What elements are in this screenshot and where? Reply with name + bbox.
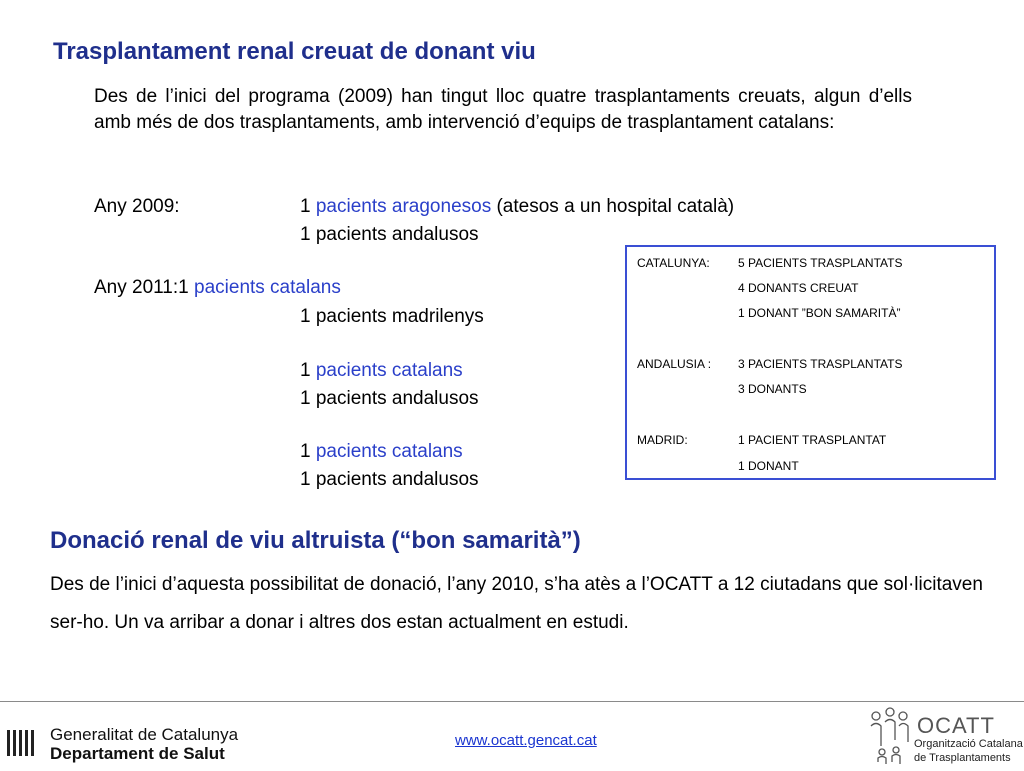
- entry-catalans-3: 1 pacients catalans: [300, 441, 463, 462]
- intro-paragraph: Des de l’inici del programa (2009) han tingut lloc quatre trasplantaments creuats, algun d’ells amb més de dos trasplantaments, amb intervenció d’equips de trasplantament catalans:: [94, 86, 912, 133]
- year-label-2011: Any 2011:1 pacients catalans: [94, 277, 341, 298]
- section-title-creuat: Trasplantament renal creuat de donant viu: [53, 38, 536, 65]
- entry-andalusos-2: 1 pacients andalusos: [300, 388, 479, 409]
- ocatt-name: OCATT: [917, 713, 995, 738]
- ocatt-figures-icon: [866, 706, 914, 771]
- madrid-label: MADRID:: [637, 433, 688, 447]
- catalunya-line-2: 4 DONANTS CREUAT: [738, 281, 859, 295]
- section-title-samarita: Donació renal de viu altruista (“bon samarità”): [50, 527, 581, 554]
- ocatt-subtitle-2: de Trasplantaments: [914, 752, 1011, 764]
- year-label-2009: Any 2009:: [94, 196, 180, 217]
- madrid-line-2: 1 DONANT: [738, 459, 799, 473]
- entry-catalans-2: 1 pacients catalans: [300, 360, 463, 381]
- andalusia-line-2: 3 DONANTS: [738, 382, 807, 396]
- generalitat-logo-icon: [6, 728, 40, 763]
- entry-andalusos-1: 1 pacients andalusos: [300, 224, 479, 245]
- department-name: Departament de Salut: [50, 744, 225, 763]
- ocatt-subtitle-1: Organització Catalana: [914, 738, 1023, 750]
- footer-divider: [0, 701, 1024, 702]
- madrid-line-1: 1 PACIENT TRASPLANTAT: [738, 433, 887, 447]
- generalitat-name: Generalitat de Catalunya: [50, 725, 239, 744]
- summary-box: [625, 245, 996, 480]
- catalunya-line-3: 1 DONANT ”BON SAMARITÀ”: [738, 306, 901, 320]
- entry-madrilenys: 1 pacients madrilenys: [300, 306, 484, 327]
- catalunya-label: CATALUNYA:: [637, 256, 710, 270]
- entry-andalusos-3: 1 pacients andalusos: [300, 469, 479, 490]
- catalunya-line-1: 5 PACIENTS TRASPLANTATS: [738, 256, 903, 270]
- entry-aragonesos: 1 pacients aragonesos (atesos a un hospital català): [300, 196, 735, 217]
- andalusia-line-1: 3 PACIENTS TRASPLANTATS: [738, 357, 903, 371]
- andalusia-label: ANDALUSIA :: [637, 357, 712, 371]
- samarita-paragraph: Des de l’inici d’aquesta possibilitat de donació, l’any 2010, s’ha atès a l’OCATT a 12 ciutadans que sol·licitaven ser-ho. Un va arribar a donar i altres dos estan actualment en estudi.: [50, 574, 983, 633]
- website-link[interactable]: www.ocatt.gencat.cat: [455, 732, 597, 749]
